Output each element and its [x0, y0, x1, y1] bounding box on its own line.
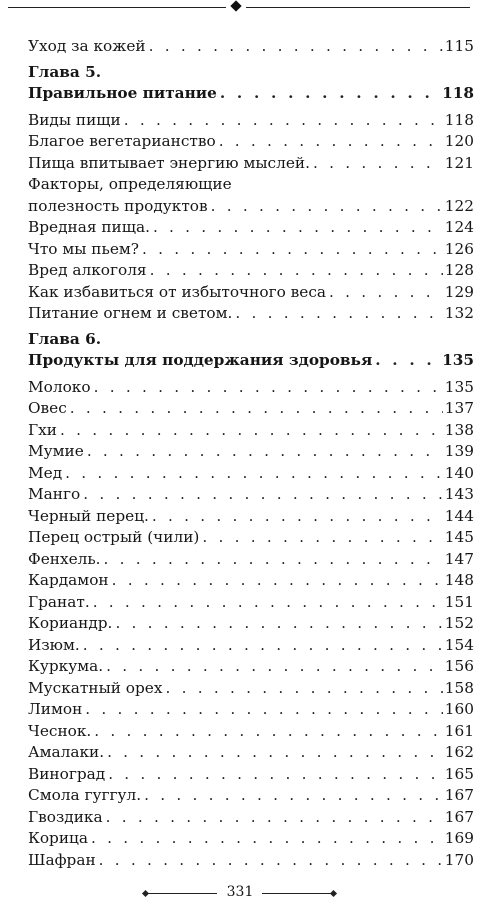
toc-entry[interactable]: [28, 549, 474, 571]
footer-ornament-icon: [330, 890, 337, 897]
page-number: 132: [444, 304, 474, 322]
entry-title: Молоко: [28, 377, 91, 396]
dot-leader: [83, 635, 443, 657]
header-rule-left: [8, 7, 226, 8]
entry-title: Манго: [28, 485, 81, 503]
toc-entry[interactable]: [28, 850, 474, 872]
dot-leader: [104, 549, 443, 571]
entry-title: Кардамон: [28, 571, 109, 589]
chapter-heading-title: Продукты для поддержания здоровья: [28, 351, 373, 369]
entry-title: Овес: [28, 399, 67, 417]
dot-leader: [93, 592, 443, 614]
dot-leader: [144, 785, 443, 807]
entry-title: Виды пищи: [28, 110, 121, 129]
toc-entry[interactable]: [28, 398, 474, 420]
chapter-6-entries: [28, 377, 474, 872]
page-number: 135: [442, 351, 474, 369]
toc-entry[interactable]: [28, 131, 474, 153]
page-number: 118: [442, 84, 474, 102]
dot-leader: [375, 350, 440, 372]
footer-rule-right: [262, 893, 334, 894]
dot-leader: [107, 742, 443, 764]
entry-title: Чеснок.: [28, 721, 92, 740]
dot-leader: [115, 613, 442, 635]
page-number: 135: [444, 377, 474, 396]
page-number: 122: [444, 196, 474, 215]
toc-entry[interactable]: [28, 239, 474, 261]
entry-title: Вред алкоголя: [28, 261, 147, 279]
dot-leader: [108, 764, 443, 786]
toc-entry[interactable]: [28, 196, 474, 218]
toc-entry[interactable]: [28, 420, 474, 442]
toc-entry[interactable]: [28, 699, 474, 721]
dot-leader: [153, 217, 443, 239]
toc-entry[interactable]: [28, 153, 474, 175]
toc-entry[interactable]: [28, 377, 474, 399]
entry-title: Корица: [28, 829, 88, 847]
chapter-6-heading[interactable]: [28, 350, 474, 372]
page-number: 167: [444, 807, 474, 826]
page-number: 138: [444, 420, 474, 439]
entry-title: Уход за кожей: [28, 37, 146, 55]
toc-entry[interactable]: [28, 635, 474, 657]
toc-entry[interactable]: [28, 828, 474, 850]
dot-leader: [152, 506, 443, 528]
page-number: 137: [444, 399, 474, 417]
chapter-5-heading[interactable]: [28, 83, 474, 105]
page-number: 158: [444, 678, 474, 697]
toc-entry[interactable]: [28, 613, 474, 635]
page-number: 160: [444, 700, 474, 718]
entry-title: Как избавиться от избыточного веса: [28, 282, 327, 301]
entry-title: Смола гуггул.: [28, 786, 142, 804]
toc-entry[interactable]: [28, 260, 474, 282]
dot-leader: [106, 807, 443, 829]
toc-entry[interactable]: [28, 678, 474, 700]
page-number: 167: [444, 786, 474, 804]
toc-entry[interactable]: [28, 764, 474, 786]
toc-entry[interactable]: [28, 217, 474, 239]
dot-leader: [329, 282, 443, 304]
page-number: 148: [444, 571, 474, 589]
page-number: 147: [444, 549, 474, 568]
dot-leader: [94, 721, 443, 743]
chapter-5-label: Глава 5.: [28, 62, 102, 81]
toc-entry[interactable]: [28, 303, 474, 325]
dot-leader: [211, 196, 443, 218]
entry-title: Фенхель.: [28, 549, 101, 568]
chapter-5-entries-continued: [28, 217, 474, 325]
entry-title: Черный перец.: [28, 506, 149, 525]
dot-leader: [83, 484, 443, 506]
page-number: 124: [444, 218, 474, 236]
dot-leader: [150, 260, 443, 282]
dot-leader: [235, 303, 442, 325]
page-number: 162: [444, 743, 474, 761]
toc-entry[interactable]: [28, 592, 474, 614]
dot-leader: [106, 656, 443, 678]
toc-entry[interactable]: [28, 785, 474, 807]
toc-entry-line1: Факторы, определяющие: [28, 175, 232, 193]
toc-entry[interactable]: [28, 441, 474, 463]
toc-entry[interactable]: [28, 742, 474, 764]
page-number: 152: [444, 614, 474, 632]
page-number: 129: [444, 282, 474, 301]
page-number: 169: [444, 829, 474, 847]
dot-leader: [219, 131, 443, 153]
entry-title: Куркума.: [28, 657, 104, 675]
toc-entry[interactable]: [28, 807, 474, 829]
dot-leader: [142, 239, 443, 261]
page-number: 144: [444, 506, 474, 525]
header-rule-right: [246, 7, 470, 8]
toc-entry[interactable]: [28, 484, 474, 506]
page-number: 165: [444, 764, 474, 783]
dot-leader: [112, 570, 443, 592]
entry-title: Пища впитывает энергию мыслей.: [28, 153, 310, 172]
entry-title: Кориандр.: [28, 614, 113, 632]
entry-title: Перец острый (чили): [28, 528, 200, 546]
page-number: 118: [444, 110, 474, 129]
entry-title: Вредная пища.: [28, 218, 150, 236]
page-number: 128: [444, 261, 474, 279]
dot-leader: [85, 699, 443, 721]
toc-entry[interactable]: [28, 463, 474, 485]
toc-intro-section: [28, 36, 474, 58]
dot-leader: [165, 678, 442, 700]
dot-leader: [99, 850, 443, 872]
page-number: 120: [444, 132, 474, 150]
dot-leader: [87, 441, 443, 463]
toc-entry[interactable]: [28, 527, 474, 549]
entry-title: Благое вегетарианство: [28, 132, 216, 150]
page-number: 154: [444, 635, 474, 654]
entry-title: полезность продуктов: [28, 196, 208, 215]
diamond-icon: [230, 0, 241, 11]
entry-title: Мускатный орех: [28, 678, 163, 697]
page-number: 140: [444, 463, 474, 482]
entry-title: Гвоздика: [28, 807, 103, 826]
dot-leader: [91, 828, 443, 850]
toc-entry[interactable]: [28, 506, 474, 528]
toc-entry[interactable]: [28, 282, 474, 304]
dot-leader: [70, 398, 443, 420]
toc-entry[interactable]: [28, 656, 474, 678]
entry-title: Изюм.: [28, 635, 80, 654]
page-number: 126: [444, 239, 474, 258]
page-number: 121: [444, 153, 474, 172]
chapter-5-entries: [28, 110, 474, 175]
toc-entry[interactable]: [28, 110, 474, 132]
dot-leader: [60, 420, 443, 442]
toc-entry[interactable]: [28, 36, 474, 58]
chapter-6-label: Глава 6.: [28, 329, 102, 348]
dot-leader: [220, 83, 440, 105]
dot-leader: [202, 527, 442, 549]
toc-entry[interactable]: [28, 570, 474, 592]
entry-title: Гранат.: [28, 592, 90, 611]
page-footer: [0, 883, 478, 903]
table-of-contents: [28, 36, 474, 871]
page-number: 145: [444, 528, 474, 546]
entry-title: Что мы пьем?: [28, 239, 139, 258]
dot-leader: [65, 463, 443, 485]
dot-leader: [313, 153, 443, 175]
footer-rule-left: [145, 893, 217, 894]
dot-leader: [94, 377, 443, 399]
page-number: 143: [444, 485, 474, 503]
entry-title: Амалаки.: [28, 743, 105, 761]
page-number-footer: 331: [226, 884, 254, 900]
page-number: 156: [444, 657, 474, 675]
toc-entry[interactable]: [28, 721, 474, 743]
page-number: 161: [444, 721, 474, 740]
page-number: 151: [444, 592, 474, 611]
entry-title: Мед: [28, 463, 63, 482]
entry-title: Виноград: [28, 764, 106, 783]
page-number: 170: [444, 850, 474, 869]
chapter-heading-title: Правильное питание: [28, 84, 217, 102]
entry-title: Шафран: [28, 850, 96, 869]
page-number: 139: [444, 442, 474, 460]
page-number: 115: [444, 37, 474, 55]
entry-title: Мумие: [28, 442, 84, 460]
entry-title: Лимон: [28, 700, 83, 718]
entry-title: Гхи: [28, 420, 57, 439]
entry-title: Питание огнем и светом.: [28, 304, 233, 322]
dot-leader: [149, 36, 443, 58]
dot-leader: [124, 110, 443, 132]
